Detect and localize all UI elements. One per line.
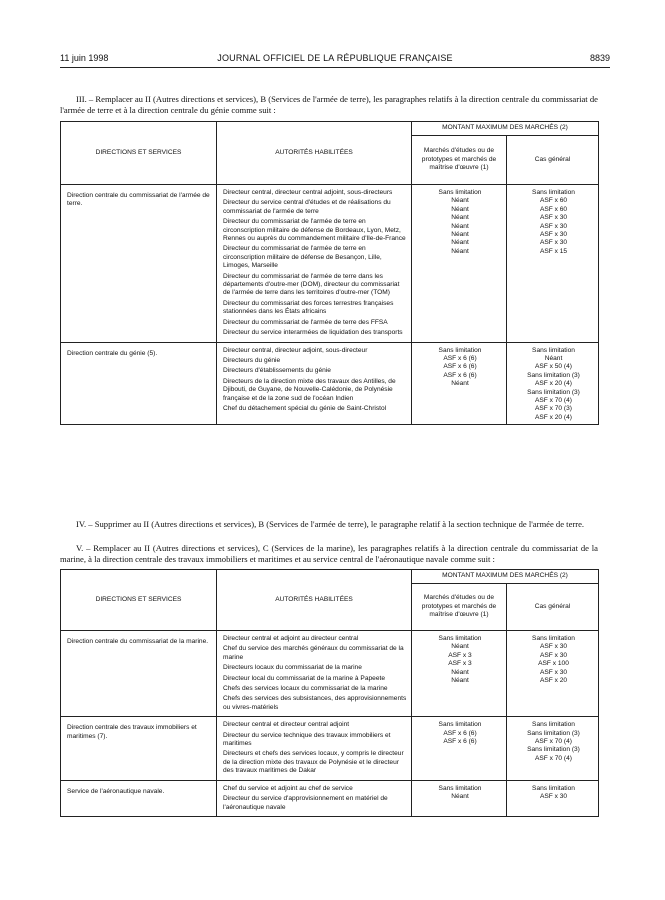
general-value: Sans limitation bbox=[532, 189, 575, 196]
general-value: ASF x 20 (4) bbox=[534, 380, 572, 388]
col-header-directions: DIRECTIONS ET SERVICES bbox=[61, 570, 217, 631]
general-values bbox=[513, 223, 594, 231]
general-cell bbox=[507, 185, 599, 343]
header-date: 11 juin 1998 bbox=[60, 53, 109, 63]
etudes-value: ASF x 6 (6) bbox=[443, 354, 477, 362]
paragraph-iii: III. – Remplacer au II (Autres directions et services), B (Services de l'armée de terre), les paragraphes relatifs à la direction centrale du commissariat de l'armée de terre et à la direction centrale du génie comme suit : bbox=[60, 94, 598, 115]
authority-text: Directeur du service technique des travaux immobiliers et maritimes bbox=[223, 731, 391, 748]
general-values bbox=[513, 677, 594, 685]
header-journal: JOURNAL OFFICIEL DE LA RÉPUBLIQUE FRANÇAISE bbox=[217, 53, 453, 63]
table-row-group bbox=[61, 717, 599, 780]
general-value: Sans limitation bbox=[532, 346, 575, 354]
table-row-group bbox=[61, 631, 599, 717]
authority-text: Directeurs locaux du commissariat de la marine bbox=[223, 664, 362, 672]
direction-cell: Service de l'aéronautique navale. bbox=[61, 780, 217, 816]
general-values bbox=[513, 669, 594, 677]
general-value: ASF x 70 (4) bbox=[534, 738, 572, 746]
general-value: ASF x 30 bbox=[539, 231, 568, 239]
general-values bbox=[513, 405, 594, 422]
general-cell bbox=[507, 342, 599, 425]
etudes-values bbox=[418, 738, 502, 746]
general-values bbox=[513, 372, 594, 389]
paragraph-iv: IV. – Supprimer au II (Autres directions et services), B (Services de l'armée de terre), le paragraphe relatif à la section technique de l'armée de terre. bbox=[76, 519, 585, 529]
authority-text: Directeurs d'établissements du génie bbox=[223, 367, 331, 375]
direction-cell: Direction centrale du commissariat de l'armée de terre. bbox=[61, 185, 217, 343]
etudes-values bbox=[418, 730, 502, 738]
general-value: ASF x 100 bbox=[538, 660, 569, 668]
etudes-values bbox=[418, 380, 502, 388]
col-header-etudes: Marchés d'études ou de prototypes et marchés de maîtrise d'œuvre (1) bbox=[412, 136, 507, 185]
general-values bbox=[513, 793, 594, 801]
etudes-values bbox=[418, 239, 502, 247]
general-values bbox=[513, 197, 594, 205]
authority-text: Directeur du service central d'études et de réalisations du commissariat de l'armée de terre bbox=[223, 199, 391, 215]
etudes-cell bbox=[412, 717, 507, 780]
etudes-values bbox=[418, 355, 502, 363]
etudes-value: ASF x 6 (6) bbox=[443, 738, 477, 746]
paragraph-v: V. – Remplacer au II (Autres directions et services), C (Services de la marine), les paragraphes relatifs à la direction centrale du commissariat de la marine, à la direction centrale des travaux immobiliers et maritimes et au service central de l'aéronautique navale comme suit : bbox=[60, 543, 598, 564]
authority-text: Directeur du commissariat des forces terrestres françaises stationnées dans les États africains bbox=[223, 299, 394, 316]
authorities-cell bbox=[217, 717, 412, 780]
authority-text: Directeur du commissariat de l'armée de terre en circonscription militaire de défense de Besançon, Lille, Limoges, Marseille bbox=[223, 245, 382, 270]
etudes-values bbox=[418, 652, 502, 660]
col-header-general: Cas général bbox=[507, 136, 599, 185]
authority-text: Directeurs de la direction mixte des travaux des Antilles, de Djibouti, de Guyane, de Nouvelle-Calédonie, de Polynésie française et de la zone sud de l'océan Indien bbox=[223, 377, 396, 402]
authority-text: Directeur central, directeur adjoint, sous-directeur bbox=[223, 346, 368, 354]
etudes-values bbox=[418, 231, 502, 239]
etudes-value: Néant bbox=[451, 793, 469, 801]
etudes-value: Sans limitation bbox=[438, 189, 482, 196]
general-cell bbox=[507, 780, 599, 816]
authority-text: Directeur central et directeur central adjoint bbox=[223, 721, 350, 729]
general-value: ASF x 30 bbox=[539, 222, 568, 230]
general-values bbox=[513, 189, 594, 197]
etudes-value: Néant bbox=[451, 222, 469, 230]
authority-text: Chefs des services des subsistances, des approvisionnements ou vivres-matériels bbox=[223, 695, 407, 711]
etudes-cell bbox=[412, 631, 507, 717]
etudes-values bbox=[418, 677, 502, 685]
etudes-values bbox=[418, 214, 502, 222]
table-armee-de-terre bbox=[60, 121, 599, 425]
authority-text: Directeur du commissariat de l'armée de terre dans les départements d'outre-mer (DOM), directeur du commissariat de l'armée de terre dans les territoires d'outre-mer (TOM) bbox=[223, 272, 400, 297]
general-values bbox=[513, 660, 594, 668]
authority-text: Directeurs du génie bbox=[223, 356, 281, 364]
general-value: Sans limitation bbox=[532, 784, 575, 792]
general-values bbox=[513, 746, 594, 763]
table-row-group bbox=[61, 185, 599, 343]
general-value: ASF x 60 bbox=[539, 205, 568, 213]
authority-text: Chef du détachement spécial du génie de Saint-Christol bbox=[223, 404, 387, 412]
general-values bbox=[513, 214, 594, 222]
etudes-values bbox=[418, 793, 502, 801]
col-header-montant: MONTANT MAXIMUM DES MARCHÉS (2) bbox=[412, 122, 599, 136]
etudes-value: Néant bbox=[451, 214, 469, 222]
etudes-value: Néant bbox=[451, 643, 469, 651]
col-header-directions: DIRECTIONS ET SERVICES bbox=[61, 122, 217, 185]
etudes-value: ASF x 6 (6) bbox=[443, 729, 477, 737]
table-row-group bbox=[61, 342, 599, 425]
general-values bbox=[513, 652, 594, 660]
col-header-montant: MONTANT MAXIMUM DES MARCHÉS (2) bbox=[412, 570, 599, 584]
general-values bbox=[513, 248, 594, 256]
etudes-values bbox=[418, 206, 502, 214]
etudes-value: Néant bbox=[451, 197, 469, 205]
header-page-number: 8839 bbox=[589, 53, 610, 63]
etudes-value: Néant bbox=[451, 668, 469, 676]
general-values bbox=[513, 389, 594, 406]
authorities-cell bbox=[217, 780, 412, 816]
etudes-cell bbox=[412, 780, 507, 816]
general-value: ASF x 20 bbox=[539, 677, 568, 685]
general-value: ASF x 70 (3) bbox=[534, 405, 572, 413]
table-row-group bbox=[61, 780, 599, 816]
general-value: Sans limitation (3) bbox=[527, 388, 580, 396]
etudes-value: Néant bbox=[451, 380, 469, 388]
general-value: ASF x 60 bbox=[539, 197, 568, 205]
col-header-autorites: AUTORITÉS HABILITÉES bbox=[217, 570, 412, 631]
general-values bbox=[513, 347, 594, 355]
general-value: ASF x 50 (4) bbox=[534, 363, 572, 371]
etudes-values bbox=[418, 363, 502, 371]
general-value: ASF x 30 bbox=[539, 239, 568, 247]
general-values bbox=[513, 730, 594, 747]
general-values bbox=[513, 355, 594, 372]
etudes-value: Sans limitation bbox=[438, 635, 482, 642]
general-cell bbox=[507, 631, 599, 717]
etudes-values bbox=[418, 372, 502, 380]
etudes-values bbox=[418, 223, 502, 231]
authority-text: Chefs des services locaux du commissariat de la marine bbox=[223, 685, 388, 693]
etudes-values bbox=[418, 669, 502, 677]
etudes-value: Néant bbox=[451, 247, 469, 255]
etudes-value: Néant bbox=[451, 205, 469, 213]
etudes-cell bbox=[412, 185, 507, 343]
general-value: ASF x 30 bbox=[539, 793, 568, 801]
etudes-value: Sans limitation bbox=[438, 784, 482, 792]
etudes-value: Sans limitation bbox=[438, 346, 482, 354]
general-value: ASF x 70 (4) bbox=[534, 754, 572, 762]
etudes-values bbox=[418, 347, 502, 355]
general-values bbox=[513, 643, 594, 651]
etudes-values bbox=[418, 721, 502, 729]
authorities-cell bbox=[217, 342, 412, 425]
etudes-values bbox=[418, 643, 502, 651]
etudes-value: Néant bbox=[451, 677, 469, 685]
general-value: Néant bbox=[544, 354, 563, 362]
general-values bbox=[513, 721, 594, 729]
etudes-value: ASF x 6 (6) bbox=[443, 371, 477, 379]
general-value: ASF x 30 bbox=[539, 643, 568, 651]
authority-text: Directeurs et chefs des services locaux, y compris le directeur de la direction mixte des travaux de Polynésie et le directeur des travaux maritimes de Dakar bbox=[223, 750, 404, 775]
etudes-values bbox=[418, 189, 502, 197]
etudes-value: ASF x 6 (6) bbox=[443, 363, 477, 371]
etudes-values bbox=[418, 248, 502, 256]
etudes-value: Sans limitation bbox=[438, 721, 482, 729]
etudes-value: ASF x 3 bbox=[448, 651, 472, 659]
authority-text: Chef du service et adjoint au chef de service bbox=[223, 784, 353, 792]
page-header bbox=[60, 53, 610, 68]
general-value: Sans limitation (3) bbox=[527, 729, 580, 737]
authority-text: Directeur local du commissariat de la marine à Papeete bbox=[223, 674, 385, 682]
authority-text: Chef du service des marchés généraux du commissariat de la marine bbox=[223, 645, 404, 661]
etudes-cell bbox=[412, 342, 507, 425]
etudes-values bbox=[418, 635, 502, 643]
col-header-general: Cas général bbox=[507, 584, 599, 631]
authority-text: Directeur du commissariat de l'armée de terre des FFSA bbox=[223, 318, 388, 326]
authorities-cell bbox=[217, 185, 412, 343]
general-value: Sans limitation (3) bbox=[527, 371, 580, 379]
general-value: ASF x 15 bbox=[539, 247, 568, 255]
authority-text: Directeur du commissariat de l'armée de terre en circonscription militaire de défense de Bordeaux, Lyon, Metz, Rennes ou auprès du commandement militaire d'Ile-de-France bbox=[223, 218, 406, 243]
table-marine bbox=[60, 569, 599, 817]
col-header-etudes: Marchés d'études ou de prototypes et marchés de maîtrise d'œuvre (1) bbox=[412, 584, 507, 631]
authority-text: Directeur du service d'approvisionnement en matériel de l'aéronautique navale bbox=[223, 795, 388, 811]
etudes-value: Néant bbox=[451, 239, 469, 247]
general-value: ASF x 20 (4) bbox=[534, 413, 572, 421]
authority-text: Directeur central, directeur central adjoint, sous-directeurs bbox=[223, 189, 393, 196]
general-value: Sans limitation bbox=[532, 721, 575, 729]
etudes-value: ASF x 3 bbox=[448, 660, 472, 668]
general-value: ASF x 70 (4) bbox=[534, 396, 572, 404]
general-value: ASF x 30 bbox=[539, 668, 568, 676]
general-value: ASF x 30 bbox=[539, 214, 568, 222]
general-values bbox=[513, 785, 594, 793]
general-value: Sans limitation (3) bbox=[527, 746, 580, 754]
authorities-cell bbox=[217, 631, 412, 717]
general-value: ASF x 30 bbox=[539, 651, 568, 659]
general-values bbox=[513, 635, 594, 643]
general-value: Sans limitation bbox=[532, 635, 575, 642]
general-values bbox=[513, 206, 594, 214]
authority-text: Directeur central et adjoint au directeur central bbox=[223, 635, 359, 642]
authority-text: Directeur du service interarmées de liquidation des transports bbox=[223, 329, 403, 337]
general-cell bbox=[507, 717, 599, 780]
etudes-values bbox=[418, 197, 502, 205]
etudes-values bbox=[418, 785, 502, 793]
direction-cell: Direction centrale du commissariat de la marine. bbox=[61, 631, 217, 717]
etudes-values bbox=[418, 660, 502, 668]
general-values bbox=[513, 239, 594, 247]
etudes-value: Néant bbox=[451, 231, 469, 239]
general-values bbox=[513, 231, 594, 239]
direction-cell: Direction centrale des travaux immobiliers et maritimes (7). bbox=[61, 717, 217, 780]
direction-cell: Direction centrale du génie (5). bbox=[61, 342, 217, 425]
col-header-autorites: AUTORITÉS HABILITÉES bbox=[217, 122, 412, 185]
